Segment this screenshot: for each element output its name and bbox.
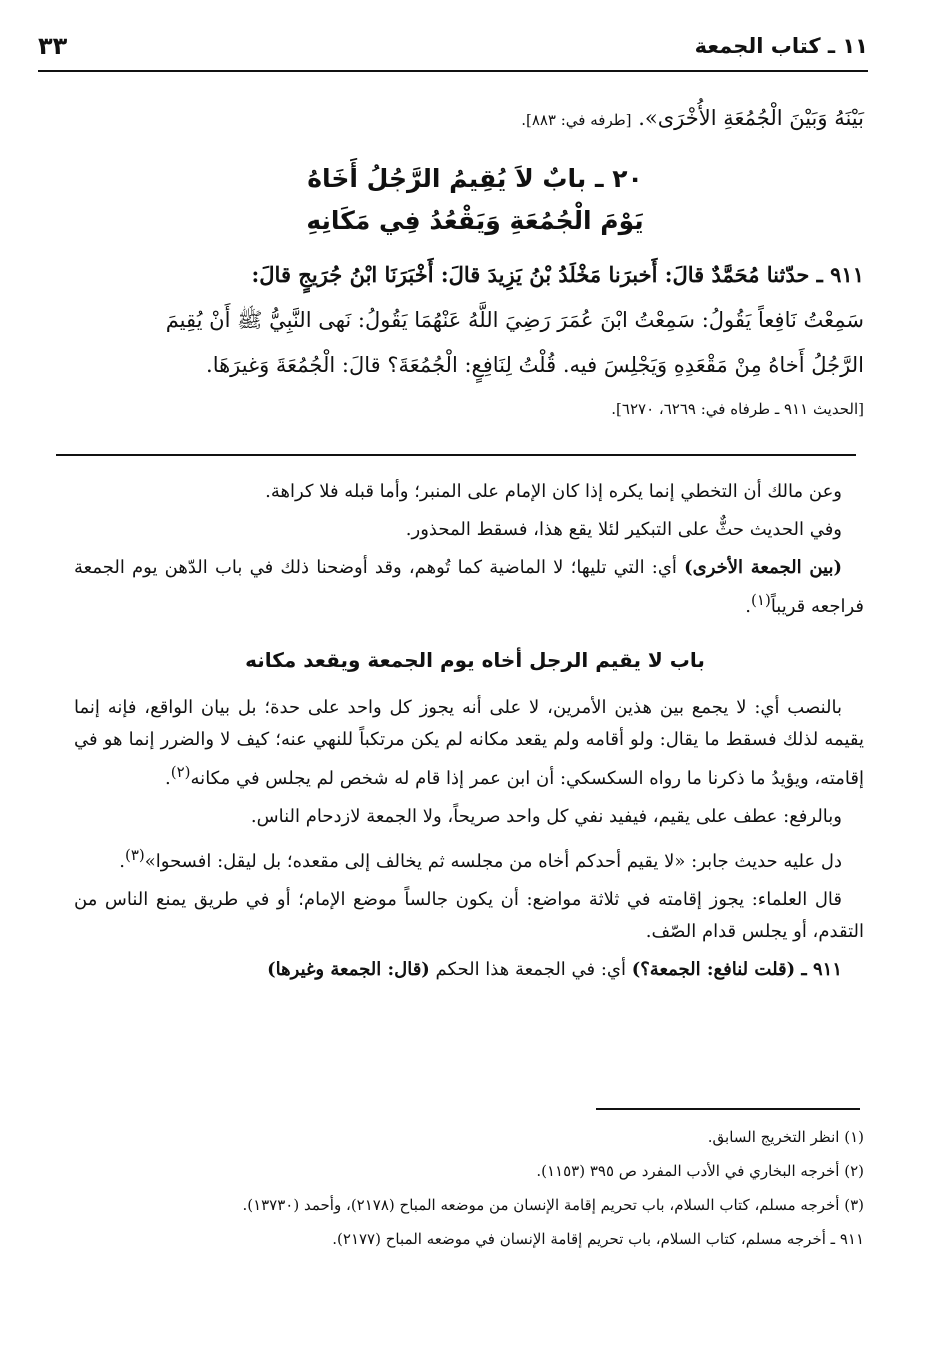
footnote-item: ٩١١ ـ أخرجه مسلم، كتاب السلام، باب تحريم إقامة الإنسان في موضعه المباح (٢١٧٧). — [332, 1230, 864, 1248]
continuation-line — [74, 96, 864, 143]
commentary-top — [74, 476, 864, 629]
header-rule — [38, 70, 868, 72]
hadith-text — [74, 252, 864, 388]
commentary-heading: باب لا يقيم الرجل أخاه يوم الجمعة ويقعد مكانه — [245, 648, 705, 672]
footnote-item: (٢) أخرجه البخاري في الأدب المفرد ص ٣٩٥ (١١٥٣). — [536, 1162, 864, 1180]
footnote-rule — [596, 1108, 860, 1110]
page-number: ٣٣ — [38, 32, 68, 60]
hadith-line-2: سَمِعْتُ نَافِعاً يَقُولُ: سَمِعْتُ ابْنَ عُمَرَ رَضِيَ اللَّهُ عَنْهُمَا يَقُولُ: نَهى النَّبِيُّ ﷺ أَنْ يُقِيمَ — [165, 308, 864, 332]
chapter-running-title: ١١ ـ كتاب الجمعة — [694, 34, 868, 58]
footnotes — [74, 1120, 864, 1256]
running-header — [38, 28, 868, 72]
footnote-marker: (١) — [751, 591, 771, 609]
commentary-paragraph: دل عليه حديث جابر: «لا يقيم أحدكم أخاه من مجلسه ثم يخالف إلى مقعده؛ بل ليقل: افسحوا»$^{(٣)}$. — [119, 846, 842, 872]
continuation-ref: [طرفه في: ٨٨٣]. — [521, 111, 632, 129]
footnote-marker: (٣) — [124, 846, 145, 864]
footnote-marker: (٢) — [170, 763, 191, 781]
commentary-paragraph: بالنصب أي: لا يجمع بين هذين الأمرين، لا على أنه يجوز كل واحد على حدة؛ بل بيان الواقع، فإنه إنما يقيمه لذلك فسقط ما يقال: ولو أقامه ولم يقعد مكانه لم يكن مرتكباً للنهي عنه؛ كيف لا والضرر إنما هو في إقامته، ويؤيدُ ما ذكرنا ما رواه السكسكي: أن ابن عمر إذا قام له شخص لم يجلس في مكانه$^{(٢)}$. — [74, 697, 864, 789]
chapter-heading-line1: ٢٠ ـ بابٌ لاَ يُقِيمُ الرَّجُلُ أَخَاهُ — [307, 164, 643, 193]
footnote-item: (١) انظر التخريج السابق. — [707, 1128, 864, 1146]
commentary-paragraph: (بين الجمعة الأخرى) أي: التي تليها؛ لا الماضية كما تُوهم، وقد أوضحنا ذلك في باب الدّهن يوم الجمعة فراجعه قريباً$^{(١)}$. — [74, 557, 864, 617]
continuation-text: بَيْنَهُ وَبَيْنَ الْجُمُعَةِ الأُخْرَى». — [638, 106, 864, 130]
hadith-line-3: الرَّجُلُ أَخاهُ مِنْ مَقْعَدِهِ وَيَجْلِسَ فيه. قُلْتُ لِنَافِعٍ: الْجُمُعَةَ؟ قالَ: الْجُمُعَةَ وَغيرَهَا. — [206, 353, 864, 377]
hadith-reference: [الحديث ٩١١ ـ طرفاه في: ٦٢٦٩، ٦٢٧٠]. — [611, 400, 864, 418]
hadith-line-1: ٩١١ ـ حدّثنا مُحَمَّدٌ قالَ: أَخبرَنا مَخْلَدُ بْنُ يَزِيدَ قالَ: أَخْبَرَنَا ابْنُ جُرَيجٍ قالَ: — [251, 262, 864, 287]
footnote-item: (٣) أخرجه مسلم، كتاب السلام، باب تحريم إقامة الإنسان من موضعه المباح (٢١٧٨)، وأحمد (١٣٧٣٠). — [242, 1196, 864, 1214]
commentary-paragraph: ٩١١ ـ (قلت لنافع: الجمعة؟) أي: في الجمعة هذا الحكم (قال: الجمعة وغيرها) — [267, 959, 842, 980]
commentary-paragraph: وبالرفع: عطف على يقيم، فيفيد نفي كل واحد صريحاً، ولا الجمعة لازدحام الناس. — [250, 806, 842, 827]
commentary-bold-phrase: (بين الجمعة الأخرى) — [684, 557, 843, 578]
chapter-heading-line2: يَوْمَ الْجُمُعَةِ وَيَقْعُدُ فِي مَكَانِهِ — [306, 206, 644, 235]
section-divider — [56, 454, 856, 456]
commentary-paragraph: وعن مالك أن التخطي إنما يكره إذا كان الإمام على المنبر؛ وأما قبله فلا كراهة. — [265, 481, 842, 502]
commentary-paragraph: وفي الحديث حثٌّ على التبكير لئلا يقع هذا، فسقط المحذور. — [405, 519, 842, 540]
commentary-body — [74, 692, 864, 992]
commentary-paragraph: قال العلماء: يجوز إقامته في ثلاثة مواضع: أن يكون جالساً موضع الإمام؛ أو في طريق يمنع الناس من التقدم، أو يجلس قدام الصّف. — [74, 889, 864, 942]
